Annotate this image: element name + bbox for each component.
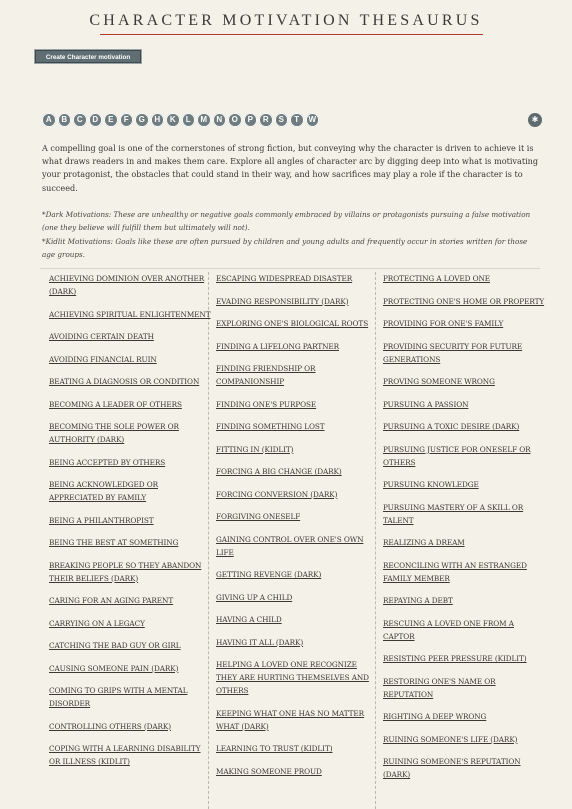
alphabet-letter-s[interactable]: S <box>275 113 289 127</box>
alphabet-letter-o[interactable]: O <box>228 113 242 127</box>
motivation-link[interactable]: CATCHING THE BAD GUY OR GIRL <box>49 641 181 650</box>
motivation-link[interactable]: FINDING SOMETHING LOST <box>216 422 325 431</box>
alphabet-letter-t[interactable]: T <box>290 113 304 127</box>
alphabet-letter-g[interactable]: G <box>135 113 149 127</box>
star-icon[interactable]: ✱ <box>528 113 542 127</box>
motivation-link[interactable]: REALIZING A DREAM <box>383 538 465 547</box>
list-divider <box>40 268 540 269</box>
title-underline <box>100 34 483 35</box>
motivation-link[interactable]: EVADING RESPONSIBILITY (DARK) <box>216 296 349 306</box>
motivation-link[interactable]: AVOIDING FINANCIAL RUIN <box>49 354 157 364</box>
motivation-link[interactable]: FINDING FRIENDSHIP OR COMPANIONSHIP <box>216 364 316 386</box>
motivation-link[interactable]: FORCING A BIG CHANGE (DARK) <box>216 467 342 476</box>
motivation-link[interactable]: REPAYING A DEBT <box>383 596 453 605</box>
motivation-link[interactable]: ACHIEVING SPIRITUAL ENLIGHTENMENT <box>49 309 211 319</box>
motivation-column-3 <box>383 272 545 791</box>
motivation-link[interactable]: GETTING REVENGE (DARK) <box>216 570 322 579</box>
alphabet-letter-w[interactable]: W <box>306 113 320 127</box>
motivation-link[interactable]: PROTECTING ONE'S HOME OR PROPERTY <box>383 296 545 306</box>
motivation-link[interactable]: RIGHTING A DEEP WRONG <box>383 712 487 721</box>
motivation-link[interactable]: AVOIDING CERTAIN DEATH <box>49 332 154 341</box>
motivation-link[interactable]: FORGIVING ONESELF <box>216 512 301 521</box>
motivation-link[interactable]: FINDING ONE'S PURPOSE <box>216 399 317 409</box>
alphabet-letter-p[interactable]: P <box>244 113 258 127</box>
dark-motivations-note: *Dark Motivations: These are unhealthy or negative goals commonly embraced by villains or protagonists pursuing a false motivation (one they believe will fulfill them but ultimately will not). <box>42 210 531 232</box>
alphabet-letter-f[interactable]: F <box>120 113 134 127</box>
motivation-link[interactable]: GAINING CONTROL OVER ONE'S OWN LIFE <box>216 534 364 557</box>
motivation-link[interactable]: BEATING A DIAGNOSIS OR CONDITION <box>49 377 200 386</box>
motivation-link[interactable]: PURSUING A TOXIC DESIRE (DARK) <box>383 422 520 431</box>
alphabet-letter-h[interactable]: H <box>151 113 165 127</box>
motivation-link[interactable]: FITTING IN (KIDLIT) <box>216 444 294 454</box>
motivation-link[interactable]: HELPING A LOVED ONE RECOGNIZE THEY ARE HURTING THEMSELVES AND OTHERS <box>216 660 369 695</box>
motivation-link[interactable]: RESTORING ONE'S NAME OR REPUTATION <box>383 676 496 699</box>
motivation-link[interactable]: PURSUING MASTERY OF A SKILL OR TALENT <box>383 502 524 525</box>
motivation-link[interactable]: BECOMING THE SOLE POWER OR AUTHORITY (DARK) <box>49 422 179 444</box>
motivation-link[interactable]: COPING WITH A LEARNING DISABILITY OR ILLNESS (KIDLIT) <box>49 744 201 766</box>
motivation-link[interactable]: RESISTING PEER PRESSURE (KIDLIT) <box>383 654 527 663</box>
alphabet-nav <box>42 113 319 127</box>
alphabet-letter-e[interactable]: E <box>104 113 118 127</box>
motivation-link[interactable]: PURSUING A PASSION <box>383 399 469 409</box>
motivation-link[interactable]: ESCAPING WIDESPREAD DISASTER <box>216 274 353 283</box>
motivation-link[interactable]: CARRYING ON A LEGACY <box>49 618 145 628</box>
motivation-link[interactable]: PROVIDING SECURITY FOR FUTURE GENERATIONS <box>383 341 523 364</box>
alphabet-letter-n[interactable]: N <box>213 113 227 127</box>
create-character-motivation-button[interactable]: Create Character motivation <box>35 50 141 63</box>
motivation-link[interactable]: PROTECTING A LOVED ONE <box>383 274 490 283</box>
motivation-link[interactable]: RESCUING A LOVED ONE FROM A CAPTOR <box>383 618 514 641</box>
intro-paragraph: A compelling goal is one of the cornerstones of strong fiction, but conveying why the character is driven to achieve it is what draws readers in and makes them care. Explore all angles of character arc by digging deep into what is motivating your protagonist, the obstacles that could stand in their way, and how sacrifices may play a role if the character is to succeed. <box>42 143 539 193</box>
alphabet-letter-k[interactable]: K <box>166 113 180 127</box>
motivation-link[interactable]: FINDING A LIFELONG PARTNER <box>216 341 340 351</box>
alphabet-letter-b[interactable]: B <box>58 113 72 127</box>
kidlit-motivations-note: *Kidlit Motivations: Goals like these are often pursued by children and young adults and frequently occur in stories written for those age groups. <box>42 237 528 259</box>
motivation-link[interactable]: RUINING SOMEONE'S LIFE (DARK) <box>383 734 518 744</box>
motivation-link[interactable]: KEEPING WHAT ONE HAS NO MATTER WHAT (DARK) <box>216 708 365 731</box>
motivation-link[interactable]: PURSUING JUSTICE FOR ONESELF OR OTHERS <box>383 444 531 467</box>
motivation-link[interactable]: EXPLORING ONE'S BIOLOGICAL ROOTS <box>216 319 369 328</box>
alphabet-letter-m[interactable]: M <box>197 113 211 127</box>
motivation-link[interactable]: RUINING SOMEONE'S REPUTATION (DARK) <box>383 757 521 779</box>
motivation-link[interactable]: HAVING A CHILD <box>216 615 282 624</box>
alphabet-letter-c[interactable]: C <box>73 113 87 127</box>
motivation-link[interactable]: BEING THE BEST AT SOMETHING <box>49 538 179 547</box>
motivation-link[interactable]: COMING TO GRIPS WITH A MENTAL DISORDER <box>49 686 188 708</box>
motivation-link[interactable]: FORCING CONVERSION (DARK) <box>216 489 338 499</box>
motivation-link[interactable]: BEING ACKNOWLEDGED OR APPRECIATED BY FAMILY <box>49 480 158 502</box>
motivation-link[interactable]: HAVING IT ALL (DARK) <box>216 637 304 647</box>
motivation-link[interactable]: BREAKING PEOPLE SO THEY ABANDON THEIR BELIEFS (DARK) <box>49 560 202 583</box>
motivation-link[interactable]: PROVING SOMEONE WRONG <box>383 377 495 386</box>
alphabet-letter-l[interactable]: L <box>182 113 196 127</box>
alphabet-letter-a[interactable]: A <box>42 113 56 127</box>
motivation-link[interactable]: GIVING UP A CHILD <box>216 592 293 602</box>
motivation-link[interactable]: BEING ACCEPTED BY OTHERS <box>49 457 166 467</box>
motivation-column-1 <box>49 272 211 778</box>
alphabet-letter-r[interactable]: R <box>259 113 273 127</box>
motivation-link[interactable]: PROVIDING FOR ONE'S FAMILY <box>383 319 504 328</box>
motivation-link[interactable]: CONTROLLING OTHERS (DARK) <box>49 721 172 731</box>
motivation-link[interactable]: BECOMING A LEADER OF OTHERS <box>49 399 182 409</box>
page-title: CHARACTER MOTIVATION THESAURUS <box>89 12 483 29</box>
motivation-link[interactable]: RECONCILING WITH AN ESTRANGED FAMILY MEMBER <box>383 560 527 583</box>
motivation-link[interactable]: LEARNING TO TRUST (KIDLIT) <box>216 744 333 753</box>
motivation-link[interactable]: ACHIEVING DOMINION OVER ANOTHER (DARK) <box>49 274 205 296</box>
motivation-link[interactable]: PURSUING KNOWLEDGE <box>383 480 479 489</box>
motivation-link[interactable]: CARING FOR AN AGING PARENT <box>49 596 174 605</box>
motivation-link[interactable]: CAUSING SOMEONE PAIN (DARK) <box>49 663 179 673</box>
motivation-link[interactable]: BEING A PHILANTHROPIST <box>49 515 154 525</box>
motivation-column-2 <box>216 272 378 787</box>
alphabet-letter-d[interactable]: D <box>89 113 103 127</box>
motivation-link[interactable]: MAKING SOMEONE PROUD <box>216 766 322 776</box>
